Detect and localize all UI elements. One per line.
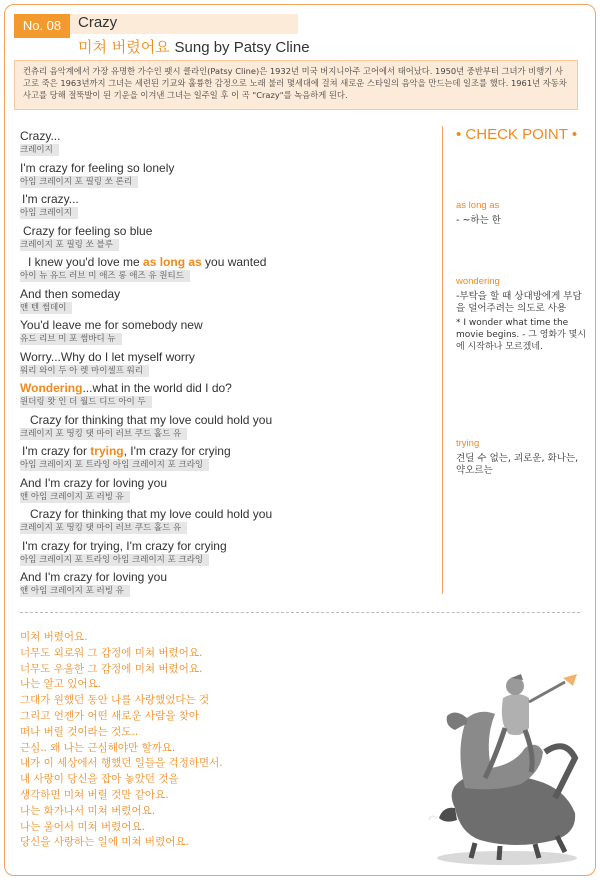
lyric-line [20, 317, 430, 349]
lyric-romanization: 아임 크레이지 포 필링 쏘 론리 [20, 176, 138, 188]
translation-line: 내가 이 세상에서 행했던 일들을 걱정하면서. [20, 757, 223, 770]
lyric-english: And I'm crazy for loving you [20, 475, 168, 490]
korean-translation [20, 630, 420, 851]
knight-riding-boar-illustration [425, 668, 590, 868]
lyric-line [20, 254, 430, 286]
translation-line: 내 사랑이 당신을 잡아 놓았던 것을 [20, 773, 179, 786]
lyric-romanization: 크레이지 포 필링 쏘 블루 [20, 239, 119, 251]
song-title-ko-text: 미쳐 버렸어요 [78, 38, 170, 56]
checkpoint-item-as-long-as [456, 200, 588, 227]
checkpoint-title: • CHECK POINT • [456, 126, 578, 143]
checkpoint-term: trying [456, 438, 480, 449]
lyric-text: I'm crazy for [22, 444, 91, 458]
section-divider [20, 612, 580, 613]
lyric-text: you wanted [201, 255, 267, 269]
checkpoint-term: wondering [456, 276, 500, 287]
checkpoint-definition: -부탁을 할 때 상대방에게 부담을 덜어주려는 의도로 사용 [456, 291, 582, 314]
translation-line: 너무도 외로워 그 감정에 미쳐 버렸어요. [20, 646, 203, 659]
checkpoint-item-wondering [456, 276, 588, 353]
lyric-english [20, 380, 232, 396]
lyric-line [20, 191, 430, 223]
lyric-english: Crazy for feeling so blue [23, 223, 153, 238]
lyric-romanization: 앤 아임 크레이지 포 러빙 유 [20, 491, 130, 503]
lyric-english: And then someday [20, 286, 121, 301]
lyric-line [20, 569, 430, 601]
translation-line: 당신을 사랑하는 일에 미쳐 버렸어요. [20, 836, 189, 849]
lyrics-section [20, 128, 430, 601]
lyric-line [20, 412, 430, 444]
lyric-romanization: 원더링 왓 인 더 월드 디드 아이 두 [20, 396, 152, 408]
lyric-english [28, 254, 266, 270]
lyric-line [20, 443, 430, 475]
translation-line: 생각하면 미쳐 버릴 것만 같아요. [20, 788, 169, 801]
lyric-romanization: 크레이지 포 띵킹 댓 마이 러브 쿠드 홀드 유 [20, 522, 187, 534]
lyric-text: ...what in the world did I do? [82, 381, 232, 395]
lyric-romanization: 아임 크레이지 [20, 207, 78, 219]
lyric-line [20, 538, 430, 570]
song-title-ko [78, 36, 310, 57]
lyric-romanization: 크레이지 포 띵킹 댓 마이 러브 쿠드 홀드 유 [20, 428, 187, 440]
lyric-line [20, 506, 430, 538]
lyric-highlight: Wondering [20, 381, 83, 395]
song-title-en: Crazy [78, 14, 118, 31]
lyric-highlight: trying [90, 444, 124, 458]
lyric-english: I'm crazy... [22, 192, 79, 206]
lyric-english: Worry...Why do I let myself worry [20, 349, 195, 364]
translation-line: 나는 울어서 미쳐 버렸어요. [20, 820, 145, 833]
lyric-romanization: 앤 아임 크레이지 포 러빙 유 [20, 585, 130, 597]
translation-line: 근심.. 왜 나는 근심해야만 할까요. [20, 741, 176, 754]
lyric-line [20, 286, 430, 318]
lyric-english: And I'm crazy for loving you [20, 570, 168, 584]
lyric-english: Crazy for thinking that my love could hold you [30, 412, 273, 427]
translation-line: 너무도 우울한 그 감정에 미쳐 버렸어요. [20, 662, 203, 675]
lyric-romanization: 유드 리브 미 포 썸바디 뉴 [20, 333, 122, 345]
translation-line: 나는 화가나서 미쳐 버렸어요. [20, 804, 156, 817]
checkpoint-term: as long as [456, 200, 500, 211]
lyric-text: I knew you'd love me [28, 255, 144, 269]
checkpoint-definition: 견딜 수 없는, 괴로운, 화나는, 약오르는 [456, 453, 579, 476]
checkpoint-example: * I wonder what time the movie begins. - 그 영화가 몇시에 시작하나 모르겠네. [456, 318, 587, 352]
intro-paragraph: 컨츄리 음악계에서 가장 유명한 가수인 팻시 클라인(Patsy Cline)은 1932년 미국 버지니아주 고어에서 태어났다. 1950년 중반부터 그녀가 비행기 사고로 죽은 1963년까지 그녀는 세련된 기교와 훌륭한 감정으로 노래 불러 몇세대에 걸쳐 새로운 스타일의 음악을 만드는데 일조를 했다. 1961년 자동차 사고를 당해 절뚝발이 된 기운을 이겨낸 그녀는 일주일 후 이 곡 "Crazy"를 녹음하게 된다. [14, 60, 578, 110]
lyric-english: You'd leave me for somebody new [20, 318, 203, 332]
lyric-romanization: 앤 텐 썸데이 [20, 302, 72, 314]
lyric-english: I'm crazy for feeling so lonely [20, 160, 175, 175]
translation-line: 그대가 원했던 동안 나를 사랑했었다는 것 [20, 694, 210, 707]
translation-line: 나는 알고 있어요. [20, 678, 102, 691]
artist-credit: Sung by Patsy Cline [174, 39, 310, 56]
column-divider [442, 126, 443, 594]
translation-line: 떠나 버릴 것이라는 것도.. [20, 725, 139, 738]
song-number-badge: No. 08 [14, 14, 70, 38]
checkpoint-item-trying [456, 438, 588, 477]
lyric-romanization: 워리 와이 두 아 렛 마이셀프 워리 [20, 365, 149, 377]
lyric-english [22, 443, 231, 459]
lyric-english: I'm crazy for trying, I'm crazy for crying [22, 538, 227, 553]
lyric-text: , I'm crazy for crying [123, 444, 231, 458]
lyric-romanization: 아임 크레이지 포 트라잉 아임 크레이지 포 크라잉 [20, 554, 209, 566]
lyric-line [20, 223, 430, 255]
lyric-line [20, 128, 430, 160]
lyric-romanization: 아이 뉴 유드 러브 미 애즈 롱 애즈 유 원티드 [20, 270, 190, 282]
lyric-line [20, 160, 430, 192]
lyric-romanization: 크레이지 [20, 144, 59, 156]
lyric-line [20, 475, 430, 507]
translation-line: 미쳐 버렸어요. [20, 631, 88, 643]
lyric-line [20, 349, 430, 381]
lyric-romanization: 아임 크레이지 포 트라잉 아임 크레이지 포 크라잉 [20, 459, 209, 471]
lyric-english: Crazy... [20, 129, 61, 143]
checkpoint-definition: - ~하는 한 [456, 215, 501, 226]
translation-line: 그리고 언젠가 어떤 새로운 사람을 찾아 [20, 709, 199, 722]
lyric-line [20, 380, 430, 412]
lyric-highlight: as long as [143, 255, 202, 269]
lyric-english: Crazy for thinking that my love could hold you [30, 507, 273, 521]
